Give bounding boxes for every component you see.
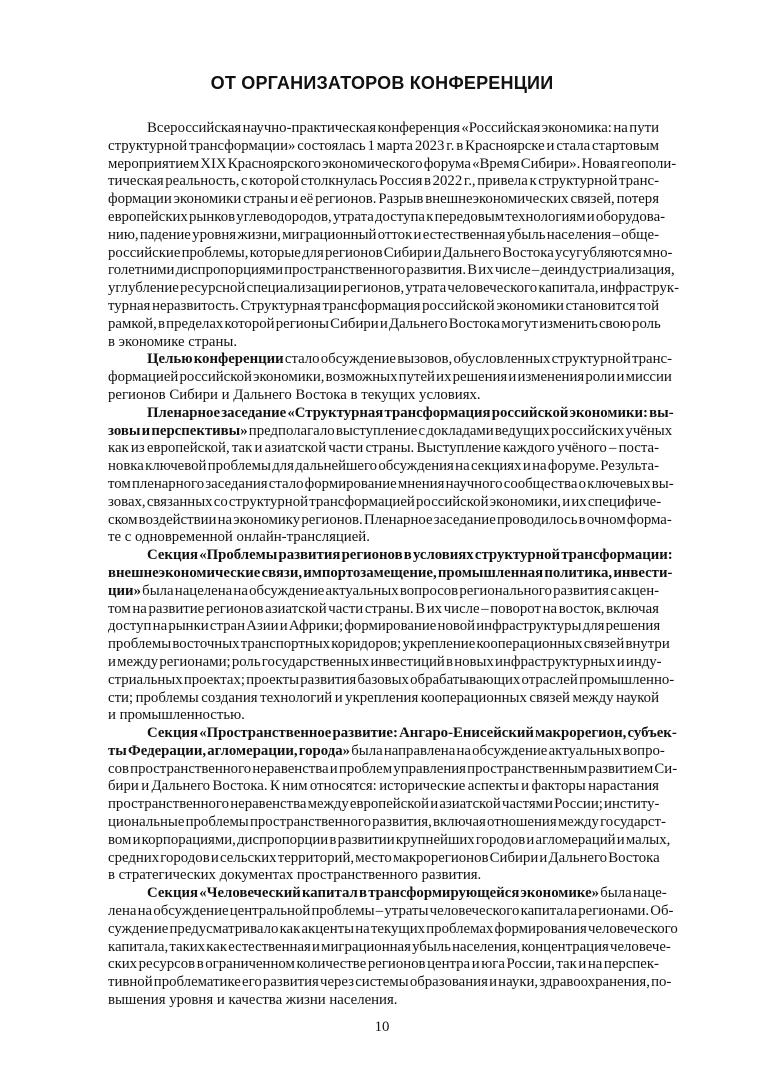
text-line [108, 938, 671, 957]
body-text: лена на обсуждение центральной проблемы – утраты человеческого капитала регионами. Об- [108, 903, 674, 920]
line-content [108, 867, 481, 885]
text-line [108, 707, 659, 725]
body-text: стало обсуждение вызовов, обусловленных структурной транс- [283, 351, 673, 368]
text-line [108, 725, 677, 743]
paragraph [108, 120, 680, 351]
text-line [108, 298, 659, 316]
line-content [108, 796, 659, 814]
text-line [108, 316, 659, 334]
body-text: тическая реальность, с которой столкнулась Россия в 2022 г., привела к структурной транс- [108, 173, 659, 190]
line-content [108, 565, 672, 583]
body-text: ском воздействии на экономику регионов. Пленарное заседание проводилось в очном форма- [108, 511, 672, 528]
page-title: ОТ ОРГАНИЗАТОРОВ КОНФЕРЕНЦИИ [210, 73, 554, 93]
line-content [108, 654, 662, 672]
text-line [108, 493, 662, 512]
line-content [108, 707, 245, 725]
line-content [108, 191, 659, 209]
line-content [108, 209, 665, 227]
text-line [108, 920, 678, 939]
text-line [108, 974, 672, 992]
body-text: сти; проблемы создания технологий и укрепления кооперационных связей между наукой [108, 689, 659, 706]
text-line [108, 280, 680, 298]
text-line [108, 867, 659, 885]
body-text: была наце- [599, 885, 667, 902]
body-text: тивной проблематике его развития через системы образования и науки, здравоохранения, по- [108, 974, 672, 991]
body-text: бири и Дальнего Востока. К ним относятся: исторические аспекты и факторы нарастания [108, 778, 659, 795]
body-text: была нацелена на обсуждение актуальных вопросов регионального развития с акцен- [140, 582, 660, 599]
text-line [108, 227, 659, 245]
body-text: турная неразвитость. Структурная трансформация российской экономики становится той [108, 297, 659, 314]
text-line [108, 583, 659, 601]
line-content [108, 618, 660, 636]
text-line [108, 529, 659, 547]
body-text: капитала, таких как естественная и миграционная убыль населения, концентрация человече- [108, 938, 671, 955]
line-content [108, 227, 659, 245]
body-text: углубление ресурсной специализации регионов, утрата человеческого капитала, инфраструк- [108, 280, 680, 297]
body-text: в стратегических документах пространственного развития. [108, 867, 482, 884]
line-content [108, 974, 671, 992]
paragraph [108, 404, 674, 547]
text-line [108, 903, 674, 921]
body-text: российские проблемы, которые для регионов Сибири и Дальнего Востока усугубляются мно- [108, 244, 673, 261]
line-content [108, 156, 676, 174]
body-text: циональные проблемы пространственного развития, включая отношения между государст- [108, 814, 666, 831]
text-line [108, 760, 678, 779]
body-text: формацией российской экономики, возможных путей их решения и изменения роли и миссии [108, 369, 672, 386]
text-line [108, 511, 672, 530]
body-text: регионов Сибири и Дальнего Востока в текущих условиях. [108, 386, 481, 403]
body-text: формации экономики страны и её регионов. Разрыв внешнеэкономических связей, потеря [108, 191, 659, 208]
body-text: сов пространственного неравенства и проблем управления пространственным развитием Си- [108, 760, 678, 777]
text-line [108, 636, 670, 654]
body-text: нию, падение уровня жизни, миграционный отток и естественная убыль населения – обще- [108, 226, 659, 243]
bold-heading-text: Секция «Человеческий капитал в трансформирующейся экономике» [147, 885, 600, 902]
body-text: суждение предусматривало как акценты на текущих проблемах формирования человеческого [108, 920, 678, 937]
paragraph [108, 885, 678, 1010]
body-text: как из европейской, так и азиатской части страны. Выступление каждого учёного – поста- [108, 440, 659, 457]
text-line [108, 831, 671, 850]
document-body [108, 120, 680, 1010]
text-line [108, 387, 659, 405]
body-text: зовах, связанных со структурной трансформацией российской экономики, и их специфиче- [108, 493, 662, 510]
text-line [108, 404, 674, 423]
text-line [108, 173, 659, 191]
bold-heading-text: внешнеэкономические связи, импортозамещение, промышленная политика, инвести- [108, 564, 673, 581]
body-text: Всероссийская научно-практическая конференция «Российская экономика: на пути [147, 120, 659, 136]
line-content [108, 903, 673, 921]
body-text: рамкой, в пределах которой регионы Сибири и Дальнего Востока могут изменить свою роль [108, 315, 661, 332]
line-content [108, 832, 670, 850]
body-text: проблемы восточных транспортных коридоров; укрепление кооперационных связей внутри [108, 636, 670, 653]
body-text: и промышленностью. [108, 707, 245, 724]
line-content [108, 440, 659, 458]
line-content [147, 725, 677, 743]
line-content [108, 245, 672, 263]
body-text: мероприятием XIX Красноярского экономического форума «Время Сибири». Новая геополи- [108, 155, 677, 172]
bold-heading-text: Секция «Проблемы развития регионов в условиях структурной трансформации: [147, 547, 673, 564]
line-content [108, 814, 666, 832]
line-content [108, 672, 674, 690]
text-line [108, 138, 659, 156]
paragraph [108, 725, 678, 885]
text-line [108, 120, 659, 138]
body-text: те с одновременной онлайн-трансляцией. [108, 529, 370, 546]
body-text: доступ на рынки стран Азии и Африки; формирование новой инфраструктуры для решения [108, 618, 661, 635]
body-text: том пленарного заседания стало формирование мнения научного сообщества о ключевых вы- [108, 475, 674, 492]
line-content [108, 778, 659, 796]
text-line [108, 155, 677, 174]
line-content [108, 334, 237, 352]
line-content [108, 939, 671, 957]
body-text: предполагало выступление с докладами ведущих российских учёных [247, 422, 673, 439]
line-content [147, 120, 659, 138]
text-line [108, 208, 666, 227]
body-text: средних городов и сельских территорий, место макрорегионов Сибири и Дальнего Востока [108, 849, 660, 866]
body-text: в экономике страны. [108, 333, 238, 350]
paragraph [108, 351, 673, 404]
body-text: том на развитие регионов азиатской части страны. В их числе – поворот на восток, включая [108, 600, 659, 617]
body-text: вом и корпорациями, диспропорции в развитии крупнейших городов и агломераций и малых, [108, 831, 671, 848]
body-text: стриальных проектах; проекты развития базовых обрабатывающих отраслей промышленно- [108, 671, 675, 688]
line-content [108, 690, 659, 708]
bold-heading-text: Секция «Пространственное развитие: Ангаро-Енисейский макрорегион, субъек- [147, 725, 677, 742]
line-content [108, 423, 672, 441]
line-content [108, 583, 659, 601]
bold-heading-text: ты Федерации, агломерации, города» [108, 742, 351, 759]
text-line [108, 885, 667, 903]
body-text: ских ресурсов в ограниченном количестве регионов центра и юга России, так и на перспек- [108, 956, 659, 973]
paragraph [108, 547, 675, 725]
line-content [108, 298, 659, 316]
text-line [108, 244, 673, 263]
line-content [108, 921, 678, 939]
bold-heading-text: Целью конференции [147, 351, 284, 368]
body-text: европейских рынков углеводородов, утрата доступа к передовым технологиям и оборудова- [108, 208, 666, 225]
body-text: структурной трансформации» состоялась 1 марта 2023 г. в Красноярске и стала стартовым [108, 137, 659, 154]
text-line [108, 334, 659, 352]
text-line [108, 653, 662, 672]
line-content [108, 992, 398, 1010]
bold-heading-text: ции» [108, 582, 141, 599]
line-content [108, 387, 481, 405]
text-line [108, 475, 674, 494]
text-line [108, 671, 675, 690]
line-content [108, 512, 672, 530]
line-content [147, 885, 667, 903]
line-content [108, 761, 677, 779]
text-line [108, 778, 659, 796]
text-line [108, 564, 673, 583]
line-content [108, 601, 659, 619]
text-line [108, 956, 659, 974]
line-content [147, 547, 673, 565]
body-text: новка ключевой проблемы для дальнейшего обсуждения на секциях и на форуме. Результа- [108, 458, 659, 475]
line-content [108, 850, 660, 868]
body-text: пространственного неравенства между европейской и азиатской частями России; институ- [108, 796, 660, 813]
text-line [108, 369, 672, 387]
body-text: была направлена на обсуждение актуальных вопро- [350, 742, 665, 759]
line-content [147, 405, 674, 423]
line-content [108, 262, 675, 280]
text-line [108, 601, 659, 619]
line-content [108, 956, 659, 974]
text-line [108, 796, 659, 814]
text-line [108, 458, 659, 476]
text-line [108, 690, 659, 708]
line-content [108, 476, 674, 494]
bold-heading-text: Пленарное заседание «Структурная трансформация российской экономики: вы- [147, 404, 674, 421]
line-content [108, 494, 661, 512]
text-line [108, 992, 659, 1010]
text-line [108, 814, 666, 832]
text-line [108, 742, 665, 761]
line-content [108, 529, 370, 547]
text-line [108, 422, 673, 441]
text-line [108, 547, 673, 565]
text-line [108, 191, 659, 209]
line-content [108, 280, 679, 298]
line-content [108, 458, 659, 476]
line-content [108, 316, 661, 334]
line-content [108, 369, 672, 387]
text-line [108, 262, 675, 280]
line-content [108, 138, 659, 156]
line-content [108, 636, 670, 654]
line-content [147, 351, 672, 369]
text-line [108, 618, 659, 636]
line-content [108, 743, 665, 761]
text-line [108, 351, 673, 369]
bold-heading-text: зовы и перспективы» [108, 422, 248, 439]
page-number: 10 [374, 1018, 390, 1035]
text-line [108, 440, 659, 458]
body-text: и между регионами; роль государственных инвестиций в новых инфраструктурных и инду- [108, 653, 662, 670]
text-line [108, 850, 659, 868]
body-text: голетними диспропорциями пространственного развития. В их числе – деиндустриализация, [108, 262, 675, 279]
line-content [108, 173, 659, 191]
body-text: вышения уровня и качества жизни населения. [108, 992, 398, 1009]
